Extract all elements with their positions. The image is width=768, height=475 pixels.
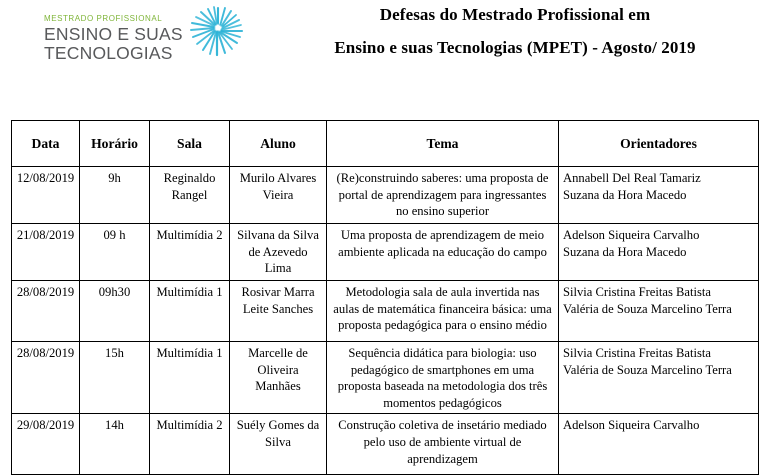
table-header xyxy=(12,121,759,167)
cell-data: 29/08/2019 xyxy=(12,414,80,475)
cell-orientadores xyxy=(559,281,759,342)
cell-orientadores xyxy=(559,342,759,414)
cell-horario: 15h xyxy=(80,342,150,414)
table-row xyxy=(12,414,759,475)
column-header-sala: Sala xyxy=(150,121,230,167)
cell-aluno: Rosivar Marra Leite Sanches xyxy=(230,281,327,342)
title-line-1: Defesas do Mestrado Profissional em xyxy=(379,5,651,24)
mpet-logo xyxy=(44,8,240,70)
cell-horario: 09h30 xyxy=(80,281,150,342)
schedule-table-container xyxy=(11,120,758,475)
logo-title-line-1: ENSINO E SUAS xyxy=(44,24,183,45)
column-header-aluno: Aluno xyxy=(230,121,327,167)
column-header-orientadores: Orientadores xyxy=(559,121,759,167)
orientador-name: Suzana da Hora Macedo xyxy=(563,187,687,202)
cell-sala: Multimídia 1 xyxy=(150,342,230,414)
column-header-horario: Horário xyxy=(80,121,150,167)
cell-data: 21/08/2019 xyxy=(12,224,80,281)
orientador-name: Suzana da Hora Macedo xyxy=(563,244,687,259)
cell-sala: Multimídia 2 xyxy=(150,414,230,475)
orientador-name: Valéria de Souza Marcelino Terra xyxy=(563,301,732,316)
cell-tema: (Re)construindo saberes: uma proposta de portal de aprendizagem para ingressantes no ensino superior xyxy=(327,167,559,224)
cell-tema: Construção coletiva de insetário mediado pelo uso de ambiente virtual de aprendizagem xyxy=(327,414,559,475)
cell-orientadores xyxy=(559,414,759,475)
cell-horario: 09 h xyxy=(80,224,150,281)
table-row xyxy=(12,224,759,281)
cell-orientadores xyxy=(559,167,759,224)
cell-tema: Sequência didática para biologia: uso pedagógico de smartphones em uma proposta baseada na metodologia dos três momentos pedagógicos xyxy=(327,342,559,414)
table-header-row xyxy=(12,121,759,167)
cell-sala: Multimídia 1 xyxy=(150,281,230,342)
title-line-2: Ensino e suas Tecnologias (MPET) - Agosto/ 2019 xyxy=(334,37,696,57)
logo-tagline: MESTRADO PROFISSIONAL xyxy=(44,14,163,24)
cell-data: 12/08/2019 xyxy=(12,167,80,224)
cell-tema: Uma proposta de aprendizagem de meio ambiente aplicada na educação do campo xyxy=(327,224,559,281)
cell-aluno: Suély Gomes da Silva xyxy=(230,414,327,475)
document-header xyxy=(0,0,768,104)
cell-horario: 14h xyxy=(80,414,150,475)
orientador-name: Adelson Siqueira Carvalho xyxy=(563,228,700,242)
logo-wordmark xyxy=(44,15,183,63)
logo-title-line-2: TECNOLOGIAS xyxy=(44,43,173,63)
cell-sala: Multimídia 2 xyxy=(150,224,230,281)
cell-tema: Metodologia sala de aula invertida nas aulas de matemática financeira básica: uma proposta pedagógica para o ensino médio xyxy=(327,281,559,342)
cell-aluno: Murilo Alvares Vieira xyxy=(230,167,327,224)
cell-aluno: Marcelle de Oliveira Manhães xyxy=(230,342,327,414)
orientador-name: Silvia Cristina Freitas Batista xyxy=(563,346,711,360)
table-row xyxy=(12,281,759,342)
cell-sala: Reginaldo Rangel xyxy=(150,167,230,224)
page-title xyxy=(268,4,762,59)
table-row xyxy=(12,167,759,224)
table-row xyxy=(12,342,759,414)
cell-data: 28/08/2019 xyxy=(12,342,80,414)
orientador-name: Valéria de Souza Marcelino Terra xyxy=(563,362,732,377)
column-header-tema: Tema xyxy=(327,121,559,167)
defense-schedule-table xyxy=(11,120,759,475)
orientador-name: Silvia Cristina Freitas Batista xyxy=(563,285,711,299)
orientador-name: Adelson Siqueira Carvalho xyxy=(563,418,700,433)
radial-burst-icon xyxy=(185,6,247,69)
orientador-name: Annabell Del Real Tamariz xyxy=(563,171,701,185)
cell-aluno: Silvana da Silva de Azevedo Lima xyxy=(230,224,327,281)
table-body xyxy=(12,167,759,475)
cell-horario: 9h xyxy=(80,167,150,224)
cell-orientadores xyxy=(559,224,759,281)
cell-data: 28/08/2019 xyxy=(12,281,80,342)
column-header-data: Data xyxy=(12,121,80,167)
